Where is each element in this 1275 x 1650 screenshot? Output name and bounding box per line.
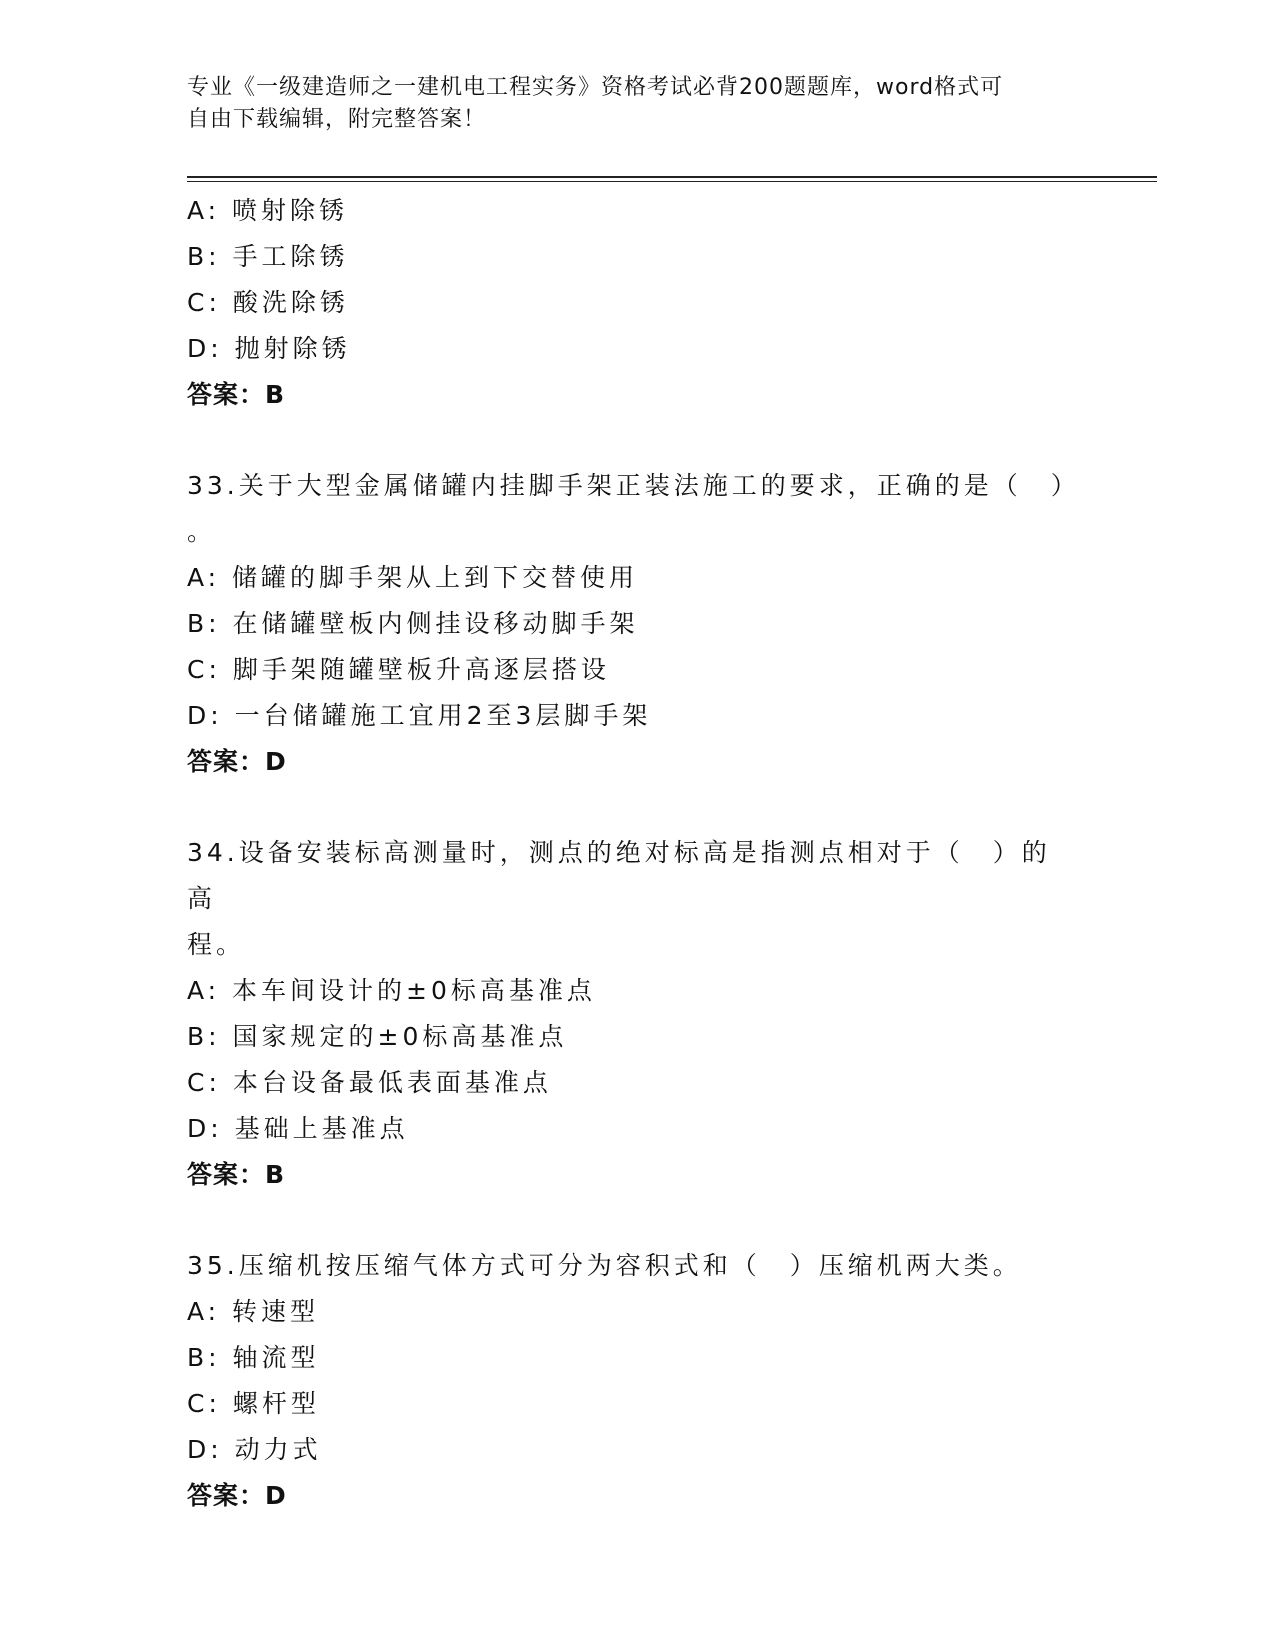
option-c: C: 脚手架随罐壁板升高逐层搭设 xyxy=(187,655,610,684)
question-34 xyxy=(187,830,1077,1198)
option-c: C: 本台设备最低表面基准点 xyxy=(187,1068,552,1097)
question-list xyxy=(187,188,1080,1519)
option-b: B: 国家规定的±0标高基准点 xyxy=(187,1022,568,1051)
document-header xyxy=(187,72,1087,136)
question-stem-line-2: 程。 xyxy=(187,930,246,959)
question-stem-line-1: 33.关于大型金属储罐内挂脚手架正装法施工的要求，正确的是（ ） xyxy=(187,471,1080,500)
option-d: D: 抛射除锈 xyxy=(187,334,351,363)
option-a: A: 转速型 xyxy=(187,1297,320,1326)
answer-line: 答案：B xyxy=(187,1160,286,1189)
option-d: D: 基础上基准点 xyxy=(187,1114,409,1143)
option-c: C: 螺杆型 xyxy=(187,1389,320,1418)
header-rule-thin xyxy=(187,181,1157,182)
answer-line: 答案：B xyxy=(187,380,286,409)
question-stem-line-1: 34.设备安装标高测量时，测点的绝对标高是指测点相对于（ ）的高 xyxy=(187,838,1051,913)
option-a: A: 喷射除锈 xyxy=(187,196,349,225)
question-33 xyxy=(187,463,1080,785)
answer-line: 答案：D xyxy=(187,1481,287,1510)
header-line-1: 专业《一级建造师之一建机电工程实务》资格考试必背200题题库，word格式可 xyxy=(187,75,1004,100)
option-b: B: 轴流型 xyxy=(187,1343,320,1372)
question-stem-line-2: 。 xyxy=(187,517,217,546)
option-b: B: 在储罐壁板内侧挂设移动脚手架 xyxy=(187,609,639,638)
option-d: D: 动力式 xyxy=(187,1435,322,1464)
question-35 xyxy=(187,1243,1077,1519)
option-c: C: 酸洗除锈 xyxy=(187,288,349,317)
option-d: D: 一台储罐施工宜用2至3层脚手架 xyxy=(187,701,652,730)
header-line-2: 自由下载编辑，附完整答案！ xyxy=(187,107,487,132)
question-32-continuation xyxy=(187,188,1077,418)
question-stem-line-1: 35.压缩机按压缩气体方式可分为容积式和（ ）压缩机两大类。 xyxy=(187,1251,1022,1280)
option-b: B: 手工除锈 xyxy=(187,242,349,271)
header-rule-thick xyxy=(187,176,1157,178)
option-a: A: 本车间设计的±0标高基准点 xyxy=(187,976,596,1005)
option-a: A: 储罐的脚手架从上到下交替使用 xyxy=(187,563,639,592)
answer-line: 答案：D xyxy=(187,747,287,776)
